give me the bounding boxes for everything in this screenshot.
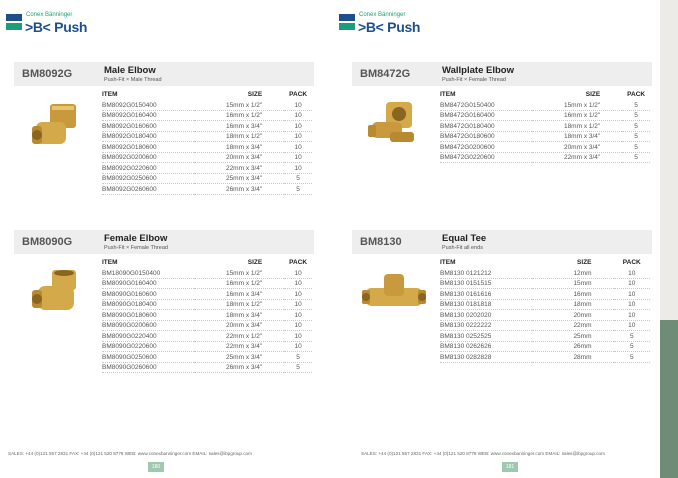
size-cell: 22mm bbox=[532, 320, 614, 331]
table-row bbox=[440, 278, 650, 289]
item-cell: BM8130 0121212 bbox=[440, 268, 532, 278]
table-row bbox=[102, 299, 312, 310]
col-size: SIZE bbox=[585, 91, 601, 98]
table-row bbox=[440, 289, 650, 300]
item-cell: BM8472G0180600 bbox=[440, 131, 532, 142]
pack-cell: 10 bbox=[284, 142, 312, 153]
pack-cell: 10 bbox=[284, 152, 312, 163]
product-title: Female Elbow bbox=[104, 233, 168, 244]
size-cell: 18mm x 3/4" bbox=[532, 131, 622, 142]
item-cell: BM8090G0200600 bbox=[102, 320, 194, 331]
item-cell: BM8130 0222222 bbox=[440, 320, 532, 331]
pack-cell: 10 bbox=[284, 310, 312, 321]
table-row bbox=[102, 163, 312, 174]
item-cell: BM8090G0220400 bbox=[102, 331, 194, 342]
product-subtitle: Push-Fit × Female Thread bbox=[442, 77, 506, 83]
brand-product: >B< Push bbox=[358, 19, 421, 35]
table-header-row bbox=[440, 90, 650, 100]
table-row bbox=[440, 131, 650, 142]
pack-cell: 5 bbox=[614, 331, 651, 342]
pack-cell: 10 bbox=[614, 320, 651, 331]
size-cell: 18mm x 1/2" bbox=[532, 121, 622, 132]
table-row bbox=[102, 331, 312, 342]
product-subtitle: Push-Fit all ends bbox=[442, 245, 483, 251]
pack-cell: 10 bbox=[284, 121, 312, 132]
item-cell: BM8090G0160600 bbox=[102, 289, 194, 300]
table-row bbox=[102, 352, 312, 363]
pack-cell: 5 bbox=[614, 341, 651, 352]
size-cell: 22mm x 3/4" bbox=[532, 152, 622, 163]
size-cell: 26mm x 3/4" bbox=[194, 362, 284, 373]
col-pack: PACK bbox=[622, 259, 641, 266]
product-table bbox=[440, 90, 650, 163]
pack-cell: 10 bbox=[284, 299, 312, 310]
pack-cell: 5 bbox=[284, 362, 312, 373]
logo-stripes-icon bbox=[6, 14, 22, 32]
table-row bbox=[440, 121, 650, 132]
table-row bbox=[102, 152, 312, 163]
item-cell: BM8472G0180400 bbox=[440, 121, 532, 132]
col-item: ITEM bbox=[440, 259, 456, 266]
pack-cell: 10 bbox=[614, 268, 651, 278]
size-cell: 25mm bbox=[532, 331, 614, 342]
size-cell: 28mm bbox=[532, 352, 614, 363]
table-row bbox=[102, 173, 312, 184]
table-row bbox=[102, 362, 312, 373]
item-cell: BM8092G0180600 bbox=[102, 142, 194, 153]
pack-cell: 10 bbox=[284, 289, 312, 300]
table-row bbox=[102, 131, 312, 142]
size-cell: 22mm x 3/4" bbox=[194, 163, 284, 174]
item-cell: BM8090G0220600 bbox=[102, 341, 194, 352]
table-row bbox=[102, 121, 312, 132]
col-size: SIZE bbox=[247, 259, 263, 266]
item-cell: BM8472G0160400 bbox=[440, 110, 532, 121]
col-pack: PACK bbox=[627, 91, 646, 98]
table-row bbox=[102, 100, 312, 110]
pack-cell: 10 bbox=[284, 320, 312, 331]
table-row bbox=[440, 268, 650, 278]
pack-cell: 10 bbox=[284, 100, 312, 110]
item-cell: BM8090G0180600 bbox=[102, 310, 194, 321]
table-row bbox=[102, 289, 312, 300]
size-cell: 20mm x 3/4" bbox=[194, 152, 284, 163]
size-cell: 16mm x 1/2" bbox=[194, 278, 284, 289]
brand-product: >B< Push bbox=[25, 19, 88, 35]
pack-cell: 5 bbox=[284, 352, 312, 363]
product-title: Wallplate Elbow bbox=[442, 65, 514, 76]
size-cell: 16mm x 1/2" bbox=[194, 110, 284, 121]
table-row bbox=[440, 100, 650, 110]
pack-cell: 5 bbox=[284, 173, 312, 184]
item-cell: BM8092G0150400 bbox=[102, 100, 194, 110]
size-cell: 18mm x 3/4" bbox=[194, 310, 284, 321]
product-code: BM8472G bbox=[360, 68, 411, 80]
table-row bbox=[440, 341, 650, 352]
table-row bbox=[440, 352, 650, 363]
col-pack: PACK bbox=[289, 259, 308, 266]
male-elbow-photo bbox=[14, 92, 94, 162]
page-number: 180 bbox=[148, 462, 164, 472]
size-cell: 12mm bbox=[532, 268, 614, 278]
item-cell: BM8092G0200600 bbox=[102, 152, 194, 163]
brand-company: Conex Bänninger bbox=[359, 12, 406, 18]
item-cell: BM8092G0260600 bbox=[102, 184, 194, 195]
table-row bbox=[102, 184, 312, 195]
item-cell: BM8090G0160400 bbox=[102, 278, 194, 289]
size-cell: 25mm x 3/4" bbox=[194, 173, 284, 184]
item-cell: BM18090G0150400 bbox=[102, 268, 194, 278]
catalog-page-right bbox=[339, 0, 678, 478]
logo-stripes-icon bbox=[339, 14, 355, 32]
product-subtitle: Push-Fit × Male Thread bbox=[104, 77, 162, 83]
item-cell: BM8092G0220600 bbox=[102, 163, 194, 174]
page-footer: SALES: +44 (0)121 557 2831 FAX: +44 (0)121 520 8778 WEB: www.conexbanninger.com EMAIL: sales@ibpgroup.com bbox=[8, 451, 252, 456]
size-cell: 15mm x 1/2" bbox=[532, 100, 622, 110]
item-cell: BM8090G0260600 bbox=[102, 362, 194, 373]
page-footer: SALES: +44 (0)121 557 2831 FAX: +44 (0)121 520 8778 WEB: www.conexbanninger.com EMAIL: sales@ibpgroup.com bbox=[361, 451, 605, 456]
item-cell: BM8130 0252525 bbox=[440, 331, 532, 342]
pack-cell: 5 bbox=[622, 152, 650, 163]
size-cell: 18mm x 1/2" bbox=[194, 299, 284, 310]
item-cell: BM8130 0262626 bbox=[440, 341, 532, 352]
item-cell: BM8472G0200600 bbox=[440, 142, 532, 153]
size-cell: 16mm x 3/4" bbox=[194, 289, 284, 300]
item-cell: BM8130 0161616 bbox=[440, 289, 532, 300]
size-cell: 15mm x 1/2" bbox=[194, 100, 284, 110]
item-cell: BM8472G0220600 bbox=[440, 152, 532, 163]
table-row bbox=[440, 320, 650, 331]
size-cell: 25mm x 3/4" bbox=[194, 352, 284, 363]
item-cell: BM8130 0151515 bbox=[440, 278, 532, 289]
size-cell: 18mm x 1/2" bbox=[194, 131, 284, 142]
pack-cell: 5 bbox=[622, 100, 650, 110]
product-code: BM8090G bbox=[22, 236, 73, 248]
pack-cell: 10 bbox=[614, 310, 651, 321]
col-item: ITEM bbox=[440, 91, 456, 98]
pack-cell: 10 bbox=[284, 131, 312, 142]
table-row bbox=[440, 299, 650, 310]
table-row bbox=[102, 310, 312, 321]
item-cell: BM8092G0250600 bbox=[102, 173, 194, 184]
table-header-row bbox=[440, 258, 650, 268]
table-row bbox=[102, 320, 312, 331]
item-cell: BM8092G0180400 bbox=[102, 131, 194, 142]
col-size: SIZE bbox=[247, 91, 263, 98]
product-title: Equal Tee bbox=[442, 233, 487, 244]
pack-cell: 10 bbox=[284, 341, 312, 352]
size-cell: 15mm bbox=[532, 278, 614, 289]
size-cell: 26mm bbox=[532, 341, 614, 352]
table-row bbox=[440, 110, 650, 121]
pack-cell: 5 bbox=[622, 131, 650, 142]
page-edge-tab bbox=[660, 0, 678, 478]
product-code: BM8092G bbox=[22, 68, 73, 80]
item-cell: BM8090G0180400 bbox=[102, 299, 194, 310]
item-cell: BM8130 0282828 bbox=[440, 352, 532, 363]
table-row bbox=[102, 142, 312, 153]
col-size: SIZE bbox=[577, 259, 592, 266]
size-cell: 20mm bbox=[532, 310, 614, 321]
size-cell: 16mm x 3/4" bbox=[194, 121, 284, 132]
table-row bbox=[102, 268, 312, 278]
col-item: ITEM bbox=[102, 91, 118, 98]
size-cell: 26mm x 3/4" bbox=[194, 184, 284, 195]
item-cell: BM8130 0202020 bbox=[440, 310, 532, 321]
size-cell: 20mm x 3/4" bbox=[194, 320, 284, 331]
brand-company: Conex Bänninger bbox=[26, 12, 73, 18]
pack-cell: 10 bbox=[284, 268, 312, 278]
pack-cell: 5 bbox=[622, 110, 650, 121]
table-row bbox=[102, 341, 312, 352]
pack-cell: 5 bbox=[614, 352, 651, 363]
table-row bbox=[440, 310, 650, 321]
table-row bbox=[102, 110, 312, 121]
item-cell: BM8090G0250600 bbox=[102, 352, 194, 363]
page-number: 181 bbox=[502, 462, 518, 472]
product-title: Male Elbow bbox=[104, 65, 156, 76]
pack-cell: 10 bbox=[614, 299, 651, 310]
pack-cell: 5 bbox=[284, 184, 312, 195]
size-cell: 15mm x 1/2" bbox=[194, 268, 284, 278]
product-table bbox=[102, 258, 312, 373]
item-cell: BM8092G0160400 bbox=[102, 110, 194, 121]
size-cell: 16mm bbox=[532, 289, 614, 300]
size-cell: 22mm x 3/4" bbox=[194, 341, 284, 352]
table-header-row bbox=[102, 258, 312, 268]
size-cell: 20mm x 3/4" bbox=[532, 142, 622, 153]
item-cell: BM8092G0160600 bbox=[102, 121, 194, 132]
product-table bbox=[440, 258, 650, 363]
size-cell: 18mm bbox=[532, 299, 614, 310]
col-item: ITEM bbox=[102, 259, 118, 266]
table-header-row bbox=[102, 90, 312, 100]
female-elbow-photo bbox=[14, 260, 94, 330]
table-row bbox=[440, 152, 650, 163]
pack-cell: 10 bbox=[614, 289, 651, 300]
table-row bbox=[440, 331, 650, 342]
pack-cell: 5 bbox=[622, 142, 650, 153]
pack-cell: 10 bbox=[284, 278, 312, 289]
pack-cell: 10 bbox=[284, 110, 312, 121]
table-row bbox=[440, 142, 650, 153]
pack-cell: 10 bbox=[284, 331, 312, 342]
product-code: BM8130 bbox=[360, 236, 402, 248]
item-cell: BM8130 0181818 bbox=[440, 299, 532, 310]
item-cell: BM8472G0150400 bbox=[440, 100, 532, 110]
size-cell: 22mm x 1/2" bbox=[194, 331, 284, 342]
product-subtitle: Push-Fit × Female Thread bbox=[104, 245, 168, 251]
pack-cell: 5 bbox=[622, 121, 650, 132]
pack-cell: 10 bbox=[284, 163, 312, 174]
wallplate-elbow-photo bbox=[352, 92, 432, 162]
col-pack: PACK bbox=[289, 91, 308, 98]
pack-cell: 10 bbox=[614, 278, 651, 289]
size-cell: 18mm x 3/4" bbox=[194, 142, 284, 153]
table-row bbox=[102, 278, 312, 289]
product-table bbox=[102, 90, 312, 195]
equal-tee-photo bbox=[352, 260, 432, 330]
size-cell: 16mm x 1/2" bbox=[532, 110, 622, 121]
